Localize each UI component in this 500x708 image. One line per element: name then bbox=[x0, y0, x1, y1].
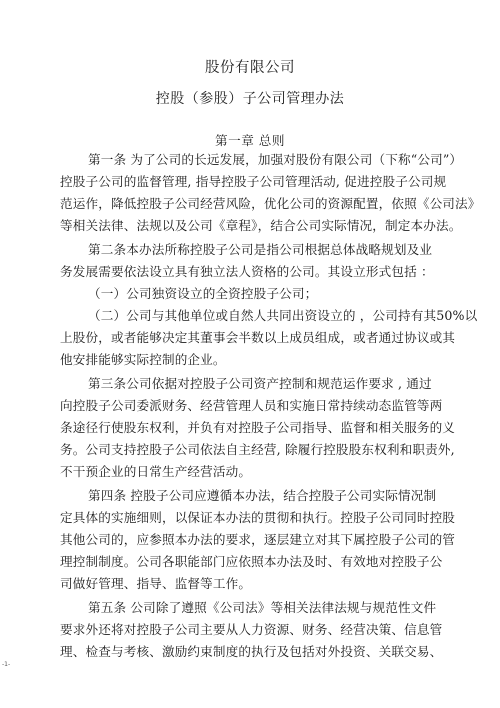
page-number: -1- bbox=[2, 661, 11, 668]
body-line: 要求外还将对控股子公司主要从人力资源、财务、经营决策、信息管 bbox=[60, 622, 443, 637]
body-line: 定具体的实施细则，以保证本办法的贯彻和执行。控股子公司同时控股 bbox=[60, 510, 456, 525]
body-line: 第四条 控股子公司应遵循本办法，结合控股子公司实际情况制 bbox=[88, 488, 437, 503]
body-line: 控股子公司的监督管理, 指导控股子公司管理活动, 促进控股子公司规 bbox=[60, 174, 447, 189]
body-line: 上股份，或者能够决定其董事会半数以上成员组成，或者通过协议或其 bbox=[60, 330, 456, 345]
body-line: 条途径行使股东权利，并负有对控股子公司指导、监督和相关服务的义 bbox=[60, 420, 456, 435]
company-name: 股份有限公司 bbox=[205, 60, 295, 76]
body-line: 向控股子公司委派财务、经营管理人员和实施日常持续动态监管等两 bbox=[60, 398, 443, 413]
body-line: 不干预企业的日常生产经营活动。 bbox=[60, 464, 252, 479]
body-line: 范运作，降低控股子公司经营风险，优化公司的资源配置，依照《公司法》 bbox=[60, 196, 481, 211]
body-line: 第二条本办法所称控股子公司是指公司根据总体战略规划及业 bbox=[88, 242, 433, 257]
body-line: 理、检查与考核、激励约束制度的执行及包括对外投资、关联交易、 bbox=[60, 644, 443, 659]
body-line: 务。公司支持控股子公司依法自主经营, 除履行控股股东权利和职责外, bbox=[60, 442, 455, 457]
chapter-heading: 第一章 总则 bbox=[215, 133, 285, 148]
body-line: 理控制制度。公司各职能部门应依照本办法及时、有效地对控股子公 bbox=[60, 554, 443, 569]
body-line: （一）公司独资设立的全资控股子公司； bbox=[88, 286, 318, 301]
body-line: 第五条 公司除了遵照《公司法》等相关法律法规与规范性文件 bbox=[88, 600, 437, 615]
body-line: 司做好管理、指导、监督等工作。 bbox=[60, 576, 252, 591]
body-line: 第一条 为了公司的长远发展，加强对股份有限公司（下称“公司”） bbox=[88, 152, 463, 167]
body-line: 第三条公司依据对控股子公司资产控制和规范运作要求 , 通过 bbox=[88, 376, 432, 391]
body-line: 他安排能够实际控制的企业。 bbox=[60, 352, 226, 367]
body-line: （二）公司与其他单位或自然人共同出资设立的 ，公司持有其50%以 bbox=[88, 308, 478, 323]
body-line: 其他公司的，应参照本办法的要求，逐层建立对其下属控股子公司的管 bbox=[60, 532, 456, 547]
body-line: 等相关法律、法规以及公司《章程》，结合公司实际情况，制定本办法。 bbox=[60, 218, 462, 233]
body-line: 务发展需要依法设立具有独立法人资格的公司。其设立形式包括 ： bbox=[60, 264, 434, 279]
document-title: 控股（参股）子公司管理办法 bbox=[155, 91, 345, 107]
